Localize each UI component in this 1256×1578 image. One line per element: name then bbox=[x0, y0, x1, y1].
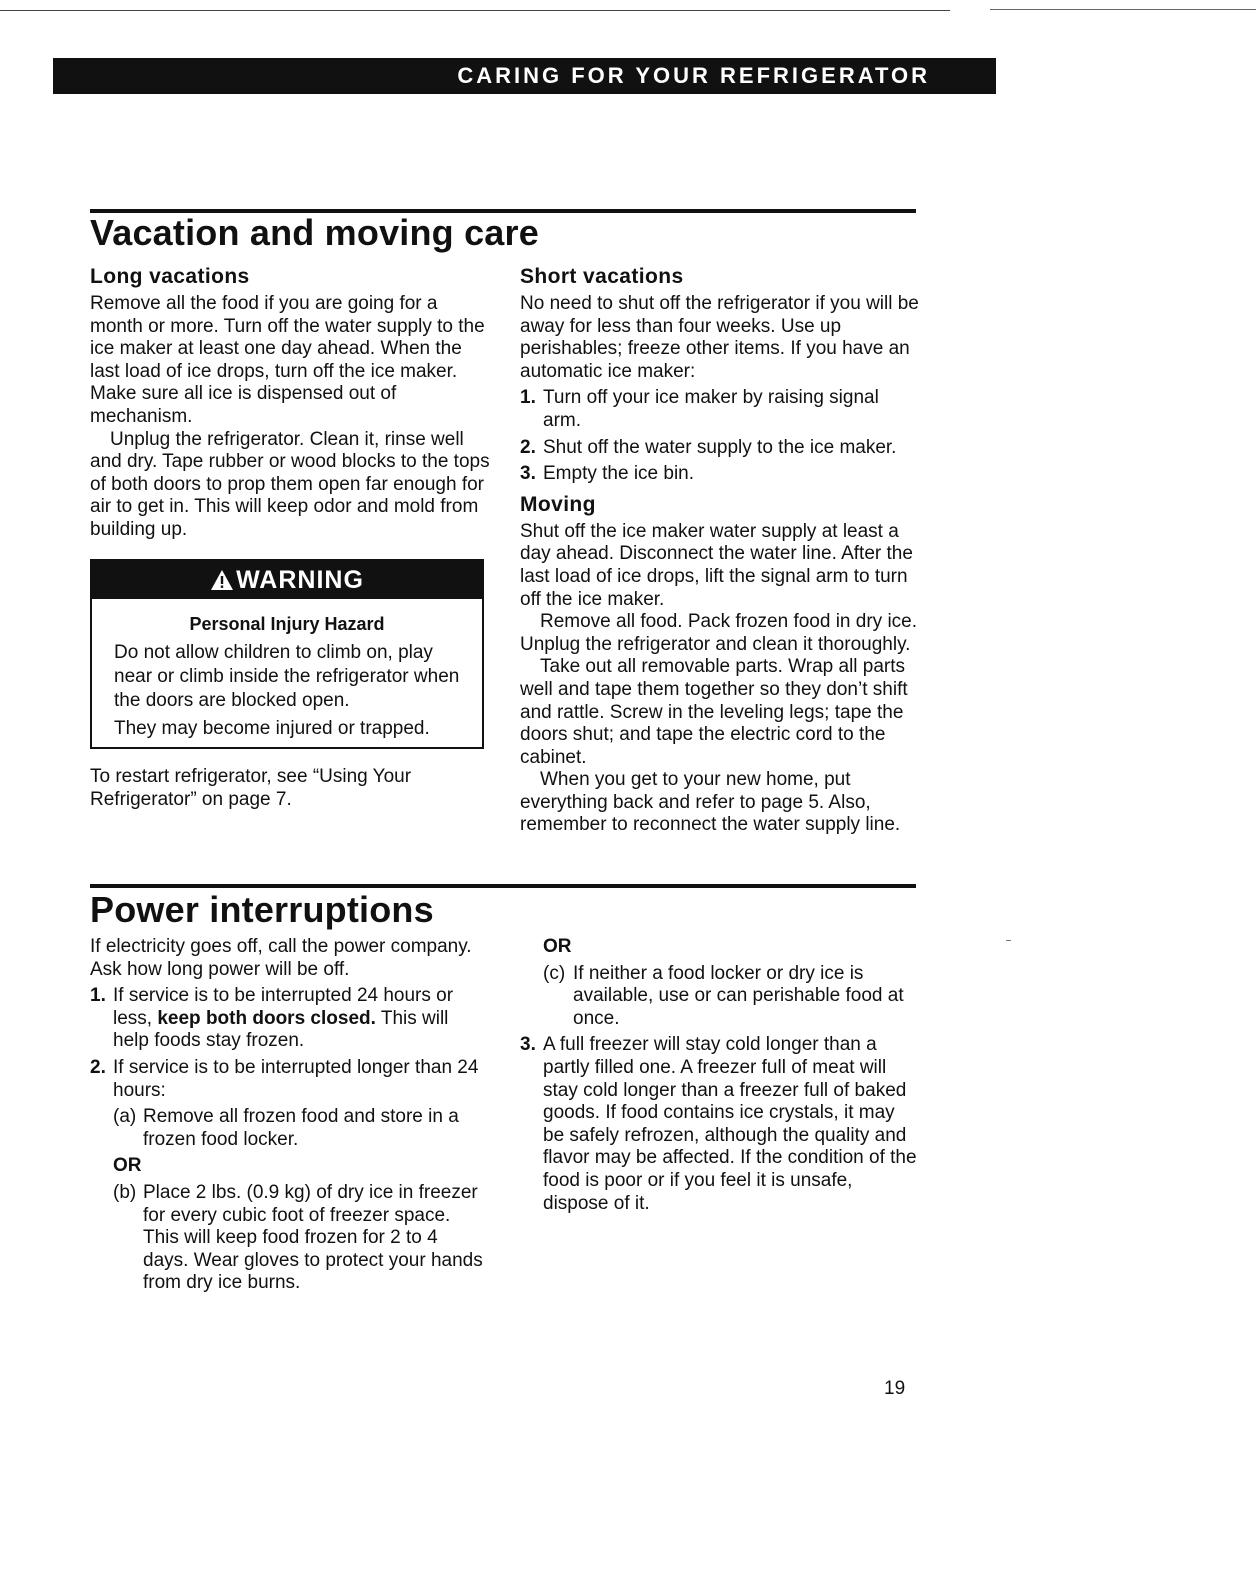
warning-body bbox=[92, 641, 482, 741]
step-text: Shut off the water supply to the ice maker. bbox=[543, 436, 897, 458]
scan-mark bbox=[1006, 940, 1011, 941]
moving-paragraph: When you get to your new home, put everything back and refer to page 5. Also, remember to reconnect the water supply line. bbox=[520, 769, 901, 836]
sub-item-text: Remove all frozen food and store in a frozen food locker. bbox=[143, 1106, 459, 1150]
warning-header bbox=[92, 561, 482, 599]
long-vacations-column bbox=[90, 264, 490, 542]
or-label: OR bbox=[543, 936, 572, 957]
step-emphasis: keep both doors closed. bbox=[157, 1007, 376, 1029]
list-item bbox=[520, 1034, 920, 1215]
top-rule-right bbox=[990, 9, 1256, 10]
sub-item-letter: (b) bbox=[113, 1181, 137, 1203]
power-steps bbox=[90, 985, 484, 1295]
step-text: Empty the ice bin. bbox=[543, 463, 695, 485]
restart-note bbox=[90, 766, 460, 811]
step-text: If service is to be interrupted 24 hours or less, bbox=[113, 985, 454, 1029]
short-vacations-heading: Short vacations bbox=[520, 265, 684, 288]
long-vacations-heading: Long vacations bbox=[90, 265, 250, 288]
warning-label: WARNING bbox=[236, 566, 364, 594]
sub-item bbox=[113, 1182, 484, 1295]
warning-title: Personal Injury Hazard bbox=[189, 614, 385, 634]
long-vacations-paragraph: Remove all the food if you are going for a month or more. Turn off the water supply to the ice maker at least one day ahead. When the last load of ice drops, turn off the ice maker. Make sure all ice is dispensed out of mechanism. bbox=[90, 293, 485, 427]
sub-item-letter: (a) bbox=[113, 1106, 137, 1128]
list-item bbox=[520, 437, 922, 460]
warning-text: Do not allow children to climb on, play near or climb inside the refrigerator when the doors are blocked open. bbox=[114, 642, 460, 711]
sub-item bbox=[543, 963, 920, 1031]
sub-item-text: Place 2 lbs. (0.9 kg) of dry ice in freezer for every cubic foot of freezer space. This will keep food frozen for 2 to 4 days. Wear gloves to protect your hands from dry ice burns. bbox=[143, 1181, 483, 1294]
power-right-column bbox=[520, 936, 920, 1215]
sub-item-text: If neither a food locker or dry ice is available, use or can perishable food at once. bbox=[573, 962, 904, 1029]
sub-item bbox=[113, 1106, 484, 1151]
restart-text: To restart refrigerator, see “Using Your Refrigerator” on page 7. bbox=[90, 766, 412, 810]
moving-paragraph: Remove all food. Pack frozen food in dry ice. Unplug the refrigerator and clean it thoroughly. bbox=[520, 611, 918, 655]
step-number: 3. bbox=[520, 463, 536, 485]
warning-text: They may become injured or trapped. bbox=[114, 718, 430, 739]
warning-triangle-icon bbox=[210, 569, 234, 591]
list-item bbox=[520, 463, 922, 486]
step-number: 2. bbox=[520, 436, 536, 458]
step-number: 3. bbox=[520, 1034, 536, 1056]
step-number: 1. bbox=[520, 387, 536, 409]
power-title: Power interruptions bbox=[90, 889, 434, 930]
power-intro: If electricity goes off, call the power company. Ask how long power will be off. bbox=[90, 936, 472, 980]
sub-item-letter: (c) bbox=[543, 962, 566, 984]
short-vacations-intro: No need to shut off the refrigerator if you will be away for less than four weeks. Use up perishables; freeze other items. If you have an automatic ice maker: bbox=[520, 293, 919, 382]
list-item bbox=[520, 387, 922, 432]
step-number: 1. bbox=[90, 985, 106, 1007]
step-text: A full freezer will stay cold longer than a partly filled one. A freezer full of meat will stay cold longer than a freezer full of baked goods. If food contains ice crystals, it may be safely refrozen, although the quality and flavor may be affected. If the condition of the food is poor or if you feel it is unsafe, dispose of it. bbox=[543, 1034, 917, 1214]
vacation-title: Vacation and moving care bbox=[90, 212, 539, 253]
step-text: If service is to be interrupted longer than 24 hours: bbox=[113, 1056, 479, 1101]
page-number: 19 bbox=[884, 1378, 906, 1399]
top-rule bbox=[0, 10, 950, 11]
moving-heading: Moving bbox=[520, 492, 596, 516]
moving-paragraph: Take out all removable parts. Wrap all parts well and tape them together so they don’t shift and rattle. Screw in the leveling legs; tape the doors shut; and tape the electric cord to the cabinet. bbox=[520, 656, 908, 768]
warning-box bbox=[90, 559, 484, 749]
or-label: OR bbox=[113, 1155, 142, 1177]
step-number: 2. bbox=[90, 1056, 106, 1078]
power-steps bbox=[520, 1034, 920, 1215]
short-vacations-column bbox=[520, 264, 922, 837]
list-item bbox=[90, 1057, 484, 1295]
list-item bbox=[90, 985, 484, 1053]
step-text: Turn off your ice maker by raising signal arm. bbox=[543, 387, 879, 431]
step-text: This will help foods stay frozen. bbox=[113, 1007, 449, 1052]
section-divider bbox=[90, 884, 916, 888]
section-banner: CARING FOR YOUR REFRIGERATOR bbox=[53, 58, 996, 94]
long-vacations-paragraph: Unplug the refrigerator. Clean it, rinse well and dry. Tape rubber or wood blocks to the tops of both doors to prop them open far enough for air to get in. This will keep odor and mold from building up. bbox=[90, 428, 490, 540]
moving-paragraph: Shut off the ice maker water supply at least a day ahead. Disconnect the water line. After the last load of ice drops, lift the signal arm to turn off the ice maker. bbox=[520, 520, 913, 610]
power-left-column bbox=[90, 936, 484, 1295]
short-vacations-steps bbox=[520, 387, 922, 485]
